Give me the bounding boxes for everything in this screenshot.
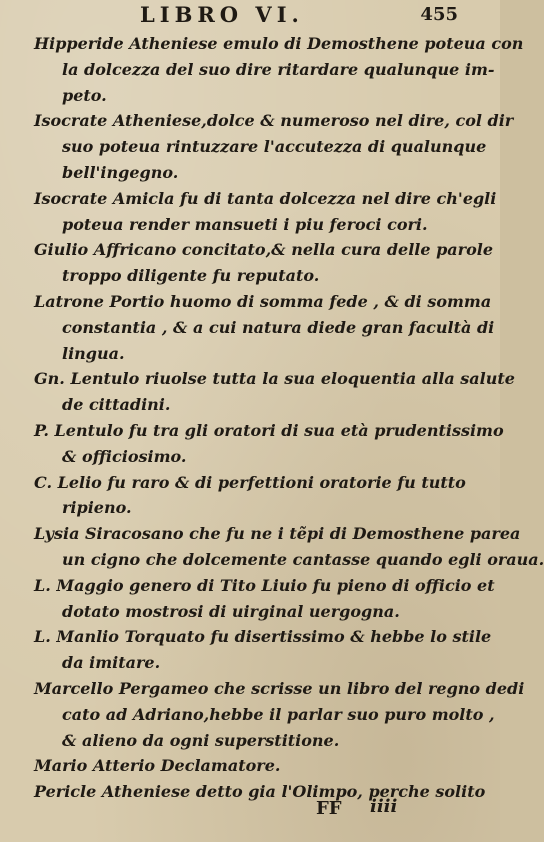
text-line: C. Lelio fu raro & di perfettioni oratorie fu tutto bbox=[34, 472, 466, 492]
text-line: bell'ingegno. bbox=[62, 162, 179, 182]
page-number: 455 bbox=[420, 4, 458, 25]
page-header bbox=[0, 2, 500, 30]
text-line: la dolcezza del suo dire ritardare qualunque im- bbox=[62, 59, 495, 79]
text-line: Giulio Affricano concitato,& nella cura delle parole bbox=[34, 240, 494, 260]
text-line: Pericle Atheniese detto gia l'Olimpo, perche solito bbox=[34, 782, 486, 802]
text-line: Isocrate Atheniese,dolce & numeroso nel dire, col dir bbox=[34, 111, 514, 131]
text-line: un cigno che dolcemente cantasse quando egli oraua. bbox=[62, 549, 544, 569]
text-line: Lysia Siracosano che fu ne i tẽpi di Demosthene parea bbox=[34, 524, 521, 544]
text-line: & alieno da ogni superstitione. bbox=[62, 730, 340, 750]
text-line: de cittadini. bbox=[62, 395, 171, 415]
page-footer bbox=[0, 796, 500, 826]
text-line: constantia , & a cui natura diede gran facultà di bbox=[62, 317, 495, 337]
text-line: Gn. Lentulo riuolse tutta la sua eloquentia alla salute bbox=[34, 369, 515, 389]
text-line: troppo diligente fu reputato. bbox=[62, 266, 320, 286]
text-line: Latrone Portio huomo di somma fede , & di somma bbox=[34, 291, 492, 311]
text-line: Marcello Pergameo che scrisse un libro del regno dedi bbox=[34, 678, 525, 698]
text-line: ripieno. bbox=[62, 498, 132, 518]
text-line: Hipperide Atheniese emulo di Demosthene poteua con bbox=[34, 34, 524, 53]
signature-mark: FF bbox=[316, 798, 342, 819]
text-line: P. Lentulo fu tra gli oratori di sua età prudentissimo bbox=[34, 420, 504, 440]
running-title: LIBRO VI. bbox=[140, 2, 304, 27]
text-line: peto. bbox=[62, 85, 107, 105]
leaf-number: iiii bbox=[370, 796, 398, 817]
text-line: cato ad Adriano,hebbe il parlar suo puro molto , bbox=[62, 704, 495, 724]
text-line: suo poteua rintuzzare l'accutezza di qualunque bbox=[62, 137, 487, 157]
body-text bbox=[34, 31, 544, 805]
text-line: & officiosimo. bbox=[62, 446, 187, 466]
text-line: poteua render mansueti i piu feroci cori. bbox=[62, 214, 428, 234]
text-line: L. Manlio Torquato fu disertissimo & hebbe lo stile bbox=[34, 627, 492, 647]
text-line: Isocrate Amicla fu di tanta dolcezza nel dire ch'egli bbox=[34, 188, 497, 208]
text-line: lingua. bbox=[62, 343, 125, 363]
text-line: da imitare. bbox=[62, 653, 161, 673]
text-line: L. Maggio genero di Tito Liuio fu pieno di officio et bbox=[34, 575, 495, 595]
text-line: dotato mostrosi di uirginal uergogna. bbox=[62, 601, 400, 621]
text-line: Mario Atterio Declamatore. bbox=[34, 756, 281, 776]
